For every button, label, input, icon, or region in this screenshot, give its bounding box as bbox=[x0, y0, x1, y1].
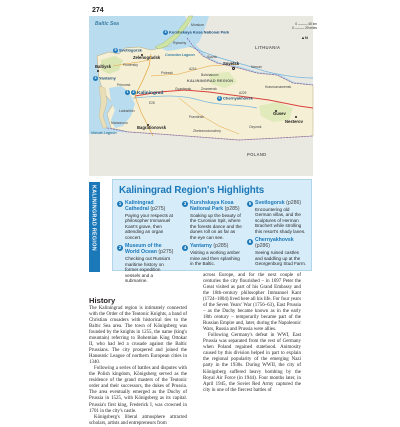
highlights-column bbox=[182, 201, 242, 271]
town-krasnoznamensk: Krasnoznamensk bbox=[265, 85, 292, 89]
highlight-name bbox=[190, 201, 242, 213]
city-dot bbox=[232, 67, 235, 70]
highlight-name-text: Kurshskaya Kosa National Park bbox=[190, 200, 234, 212]
city-zelenogradsk: Zelenogradsk bbox=[133, 55, 161, 60]
highlight-name-text: Svetlogorsk bbox=[255, 200, 285, 206]
map-marker-label: Svetlogorsk bbox=[119, 47, 142, 53]
history-heading: History bbox=[89, 296, 116, 305]
map-marker-badge: 4 bbox=[94, 76, 97, 80]
scale-miles: 0 ——— 20 miles bbox=[292, 25, 317, 30]
highlights-box bbox=[112, 179, 312, 284]
map-marker-badge: 2 bbox=[132, 90, 135, 94]
vistula-lagoon-label: Vistula Lagoon bbox=[91, 131, 117, 135]
baltic-sea-label: Baltic Sea bbox=[95, 21, 119, 27]
map-marker-label: Kaliningrad bbox=[137, 90, 164, 96]
map-marker-svetlogorsk bbox=[113, 48, 142, 53]
lithuania-label: LITHUANIA bbox=[255, 45, 281, 50]
town-bolshakovo: Bolshakovo bbox=[201, 73, 219, 77]
map-marker-kurshskaya bbox=[163, 30, 229, 35]
city-gusev: Gusev bbox=[273, 111, 286, 116]
body-paragraph: Following a series of battles and disputes with the Polish kingdom, Königsberg served as the residence of the grand masters of the Teutonic order and their successors, the dukes of Prussia. The area eventually emerged as the Duchy of Prussia in 1525, with Königsberg as its capital. Prussia's first king, Frederick I, was crowned in 1701 in the city's castle. bbox=[89, 366, 187, 414]
body-paragraph: Following Germany's defeat in WWI, East Prussia was separated from the rest of Germany when Poland regained statehood. Animosity caused by this division helped in part to explain the regional popularity of the emerging Nazi party in the 1930s. During WWII, the city of Königsberg suffered heavy bombing by the Royal Air Force (in 1944). Four months later, in April 1945, the Soviet Red Army captured the city in one of the fiercest battles of bbox=[203, 333, 301, 393]
body-paragraph: Königsberg's liberal atmosphere attracted scholars, artists and entrepreneurs from bbox=[89, 414, 187, 426]
city-bagrationovsk: Bagrationovsk bbox=[137, 125, 167, 130]
highlight-number: 6 bbox=[248, 238, 252, 244]
highlight-item bbox=[182, 201, 242, 240]
road-label: A216 bbox=[189, 67, 197, 71]
highlight-item bbox=[247, 238, 307, 266]
highlight-name bbox=[255, 238, 307, 250]
town-znamensk: Znamensk bbox=[201, 87, 217, 91]
map-marker-badge: 6 bbox=[218, 96, 221, 100]
town-pravdinsk: Pravdinsk bbox=[189, 115, 204, 119]
highlight-number: 1 bbox=[118, 201, 122, 207]
highlight-desc: Checking out Russia's maritime history on former expedition vessels and a submarine. bbox=[125, 256, 171, 284]
highlights-column bbox=[247, 201, 307, 271]
region-label: KALININGRAD REGION bbox=[187, 79, 234, 83]
highlight-desc: Paying your respects at philosopher Immanuel Kant's grave, then attending an organ concert. bbox=[125, 212, 174, 240]
town-pionersky: Pionersky bbox=[123, 63, 138, 67]
map-marker-label: Chernyakhovsk bbox=[223, 95, 253, 101]
map-marker-label: Kurshskaya Kosa National Park bbox=[169, 29, 230, 35]
body-column-left bbox=[89, 306, 187, 426]
town-rybachy: Rybachy bbox=[173, 41, 187, 45]
north-label: N bbox=[304, 35, 308, 40]
side-tab-label: KALININGRAD REGION bbox=[90, 185, 97, 251]
body-paragraph: The Kaliningrad region is intimately connected with the Order of the Teutonic Knights, a band of Christian crusaders with historical ties to the Baltic Sea area. The town of Königsberg was founded by the knights in 1255, the name (king's mountain) referring to Bohemian King Ottokar II, who had led a crusade against the Baltic Prussians. The city prospered and joined the Hanseatic League of northern European cities in 1340. bbox=[89, 306, 187, 366]
body-paragraph: across Europe, and for the next couple of centuries the city flourished – in 1697 Peter the Great visited as part of his Grand Embassy and the 18th-century philosopher Immanuel Kant (1724–1804) lived here all his life. For four years of the Seven Years' War (1756–63), East Prussia – as the Duchy became known as in the early 18th century – temporarily became part of the Russian Empire and, later, during the Napoleonic Wars, Russia and Prussia were allies. bbox=[203, 273, 301, 333]
highlight-name-text: Yantarny bbox=[190, 243, 212, 250]
town-polessk: Polessk bbox=[161, 71, 173, 75]
map-marker-badge: 3 bbox=[164, 30, 167, 34]
map-marker-badge: 1 bbox=[126, 90, 129, 94]
highlight-number: 3 bbox=[183, 201, 187, 207]
page-number: 274 bbox=[92, 7, 104, 14]
town-ladushkin: Ladushkin bbox=[119, 109, 135, 113]
town-slavsk: Slavsk bbox=[207, 55, 217, 59]
town-gvardeysk: Gvardeysk bbox=[175, 87, 192, 91]
road-label: E28 bbox=[149, 101, 155, 105]
curonian-lagoon-label: Curonian Lagoon bbox=[165, 53, 195, 57]
highlight-item bbox=[182, 244, 242, 266]
highlight-desc: Soaking up the beauty of the Curonian Spit, where the forests dance and the dunes roll on as far as the eye can see. bbox=[190, 212, 242, 240]
town-zheleznodorozhny: Zheleznodorozhny bbox=[193, 129, 221, 133]
highlight-number: 5 bbox=[248, 201, 252, 207]
highlight-desc: Encountering old German villas, and the sculptures of Herman Brachert while strolling this resort's shady lanes. bbox=[255, 206, 306, 234]
highlights-column bbox=[117, 201, 177, 288]
highlight-name-text: Kaliningrad Cathedral bbox=[125, 200, 154, 212]
highlight-page: (p286) bbox=[286, 200, 302, 206]
highlight-item bbox=[247, 201, 307, 234]
town-ozyorsk: Ozyorsk bbox=[249, 125, 262, 129]
map-marker-chernyakhovsk bbox=[217, 96, 253, 101]
highlight-page: (p285) bbox=[224, 205, 240, 212]
town-morskoe: Morskoe bbox=[191, 23, 205, 27]
highlight-page: (p275) bbox=[150, 205, 166, 212]
highlight-name-text: Museum of the World Ocean bbox=[125, 243, 162, 256]
chapter-side-tab bbox=[89, 182, 100, 272]
map-marker-label: Yantarny bbox=[99, 75, 116, 81]
highlight-page: (p285) bbox=[213, 243, 229, 250]
region-map bbox=[89, 16, 313, 176]
city-sovetsk: Sovetsk bbox=[223, 61, 240, 66]
highlight-desc: Seeing ruined castles and saddling up at the Georgenburg Stud Farm. bbox=[255, 250, 307, 267]
highlight-page: (p275) bbox=[158, 249, 174, 256]
highlight-number: 2 bbox=[118, 244, 122, 250]
map-marker-kaliningrad bbox=[125, 90, 163, 97]
highlight-item bbox=[117, 201, 177, 240]
city-baltiysk: Baltiysk bbox=[95, 64, 112, 69]
poland-label: POLAND bbox=[247, 152, 267, 157]
city-nesterov: Nesterov bbox=[285, 119, 303, 124]
north-arrow-icon: ▲N bbox=[301, 35, 308, 40]
highlight-name bbox=[125, 201, 177, 213]
scale-km: 0 ——— 40 km bbox=[295, 22, 317, 26]
highlights-title: Kaliningrad Region's Highlights bbox=[119, 185, 265, 196]
highlight-desc: Visiting a working amber mine and then splashing in the Baltic. bbox=[190, 250, 240, 267]
road-label: A229 bbox=[239, 91, 247, 95]
body-column-right bbox=[203, 273, 301, 400]
highlight-page: (p286) bbox=[255, 243, 270, 250]
map-base bbox=[89, 16, 313, 176]
highlight-number: 4 bbox=[183, 244, 187, 250]
town-primorsk: Primorsk bbox=[117, 83, 131, 87]
map-marker-yantarny bbox=[93, 76, 116, 81]
map-scale bbox=[292, 23, 317, 30]
highlight-name-text: Chernyakhovsk bbox=[255, 237, 294, 244]
town-neman: Neman bbox=[251, 65, 262, 69]
highlight-item bbox=[117, 244, 177, 283]
town-mamonovo: Mamonovo bbox=[111, 121, 128, 125]
highlight-name bbox=[125, 244, 177, 256]
map-marker-badge: 5 bbox=[114, 48, 117, 52]
